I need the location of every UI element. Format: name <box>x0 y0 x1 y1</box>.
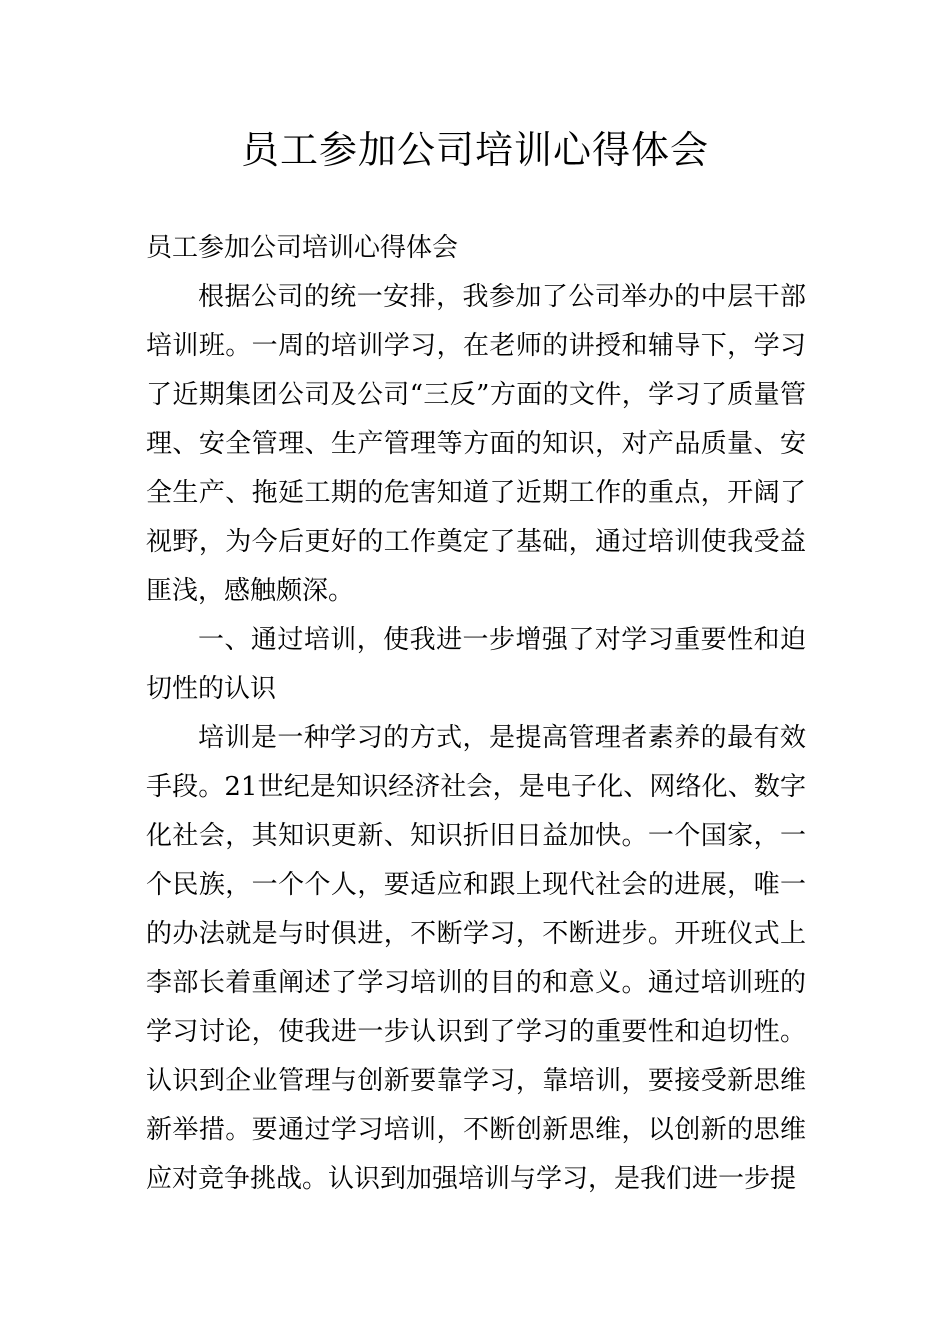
section-heading-1: 一、通过培训，使我进一步增强了对学习重要性和迫切性的认识 <box>146 625 806 704</box>
paragraph-section-1: 培训是一种学习的方式，是提高管理者素养的最有效手段。21世纪是知识经济社会，是电子化、网络化、数字化社会，其知识更新、知识折旧日益加快。一个国家，一个民族，一个个人，要适应和跟上现代社会的进展，唯一的办法就是与时俱进，不断学习，不断进步。开班仪式上李部长着重阐述了学习培训的目的和意义。通过培训班的学习讨论，使我进一步认识到了学习的重要性和迫切性。认识到企业管理与创新要靠学习，靠培训，要接受新思维新举措。要通过学习培训，不断创新思维，以创新的思维应对竞争挑战。认识到加强培训与学习，是我们进一步提 <box>146 723 806 1194</box>
document-title: 员工参加公司培训心得体会 <box>240 128 709 172</box>
document-body <box>146 224 806 1204</box>
paragraph-intro: 根据公司的统一安排，我参加了公司举办的中层干部培训班。一周的培训学习，在老师的讲授和辅导下，学习了近期集团公司及公司“三反”方面的文件，学习了质量管理、安全管理、生产管理等方面的知识，对产品质量、安全生产、拖延工期的危害知道了近期工作的重点，开阔了视野，为今后更好的工作奠定了基础，通过培训使我受益匪浅，感触颇深。 <box>146 282 806 606</box>
document-subtitle: 员工参加公司培训心得体会 <box>146 233 459 263</box>
